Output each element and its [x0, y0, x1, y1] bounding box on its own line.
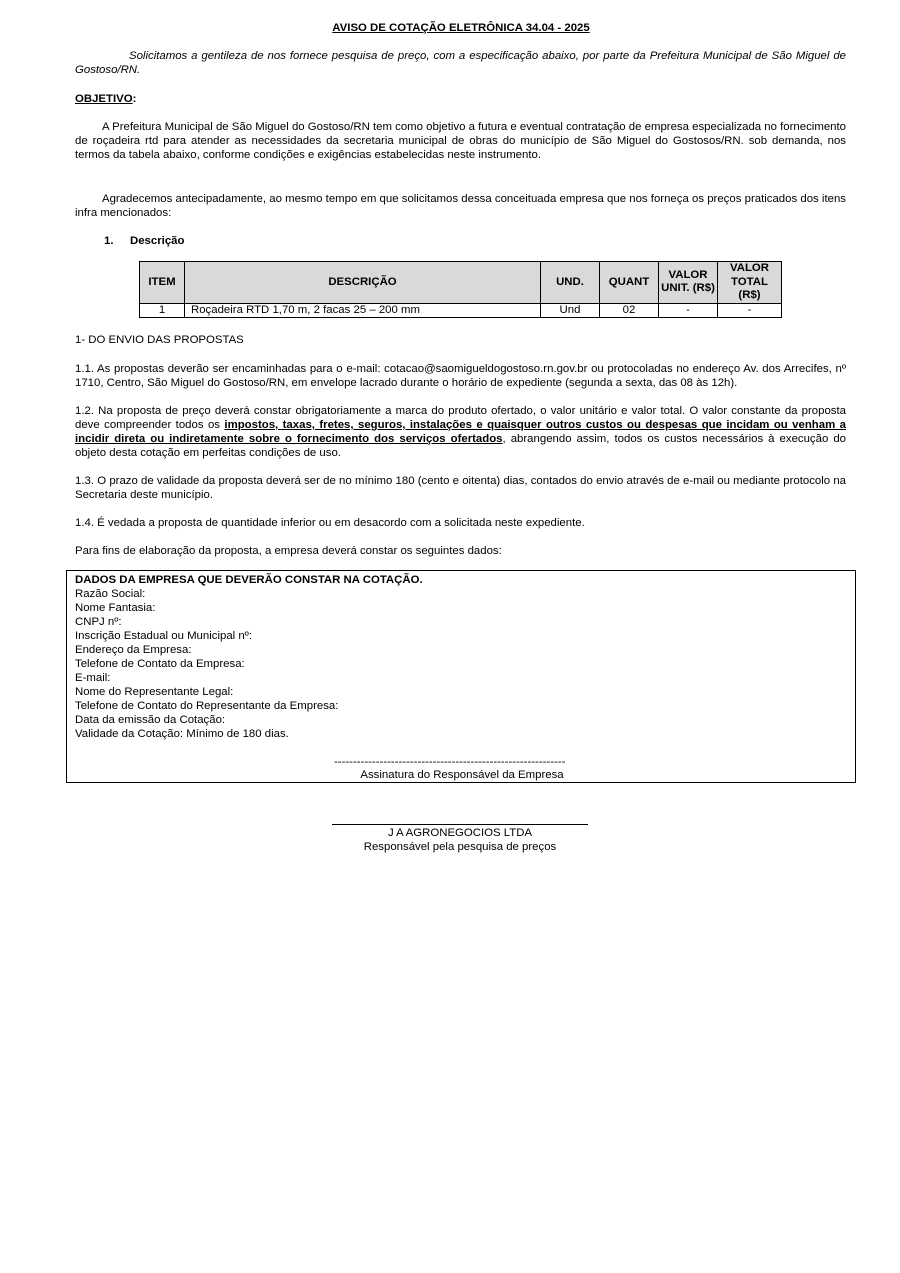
cell-item: 1 [140, 303, 185, 317]
company-field: CNPJ nº: [75, 616, 122, 628]
company-field: Razão Social: [75, 588, 146, 600]
envio-paragraph-1-2 [75, 404, 846, 460]
cell-valor-unit: - [659, 303, 718, 317]
company-field: Telefone de Contato do Representante da Empresa: [75, 700, 339, 712]
responsible-role: Responsável pela pesquisa de preços [363, 841, 557, 853]
agradecimento-paragraph: Agradecemos antecipadamente, ao mesmo tempo em que solicitamos dessa conceituada empresa que nos forneça os preços praticados dos itens infra mencionados: [75, 193, 846, 219]
company-signature-label: Assinatura do Responsável da Empresa [360, 769, 564, 781]
header-quant: QUANT [600, 262, 659, 304]
header-descricao: DESCRIÇÃO [185, 262, 541, 304]
responsible-signature-line [332, 824, 588, 825]
company-field: Validade da Cotação: Mínimo de 180 dias. [75, 728, 289, 740]
descricao-title: Descrição [130, 235, 185, 247]
cell-und: Und [541, 303, 600, 317]
objetivo-heading-colon: : [132, 93, 137, 105]
intro-paragraph: Solicitamos a gentileza de nos fornece pesquisa de preço, com a especificação abaixo, por parte da Prefeitura Municipal de São Miguel de Gostoso/RN. [75, 50, 846, 76]
responsible-signature-block [332, 826, 588, 854]
header-valor-total: VALOR TOTAL (R$) [718, 262, 782, 304]
header-item: ITEM [140, 262, 185, 304]
company-signature-dashes: ------------------------------------------------------------- [334, 756, 566, 768]
header-und: UND. [541, 262, 600, 304]
company-field: Nome do Representante Legal: [75, 686, 234, 698]
cell-descricao: Roçadeira RTD 1,70 m, 2 facas 25 – 200 mm [185, 303, 541, 317]
envio-paragraph-dados: Para fins de elaboração da proposta, a empresa deverá constar os seguintes dados: [75, 545, 502, 557]
envio-p2-start: 1.2. Na proposta de preço deverá constar obrigatoriamente a marca do produto ofertado, o valor unitário e valor total. O valor constante da proposta deve compreender todos os [75, 405, 846, 431]
company-field: Endereço da Empresa: [75, 644, 192, 656]
company-field: Telefone de Contato da Empresa: [75, 658, 245, 670]
objetivo-heading-text: OBJETIVO [75, 93, 133, 105]
envio-p2-end: , abrangendo assim, todos os custos necessários à execução do objeto desta cotação em perfeitas condições de uso. [75, 433, 846, 459]
company-field: Data da emissão da Cotação: [75, 714, 226, 726]
company-fields-list [75, 587, 338, 741]
objetivo-heading [75, 92, 136, 106]
cell-quant: 02 [600, 303, 659, 317]
company-box-title: DADOS DA EMPRESA QUE DEVERÃO CONSTAR NA COTAÇÃO. [75, 574, 423, 586]
header-valor-unit: VALOR UNIT. (R$) [659, 262, 718, 304]
cell-valor-total: - [718, 303, 782, 317]
descricao-heading [104, 234, 184, 248]
document-title: AVISO DE COTAÇÃO ELETRÔNICA 34.04 - 2025 [332, 22, 590, 34]
table-row [140, 303, 782, 317]
company-field: Inscrição Estadual ou Municipal nº: [75, 630, 253, 642]
company-field: E-mail: [75, 672, 111, 684]
company-field: Nome Fantasia: [75, 602, 156, 614]
objetivo-paragraph: A Prefeitura Municipal de São Miguel do Gostoso/RN tem como objetivo a futura e eventual contratação de empresa especializada no fornecimento de roçadeira rtd para atender as necessidades da secretaria municipal de obras do município de São Miguel do Gostosos/RN. sob demanda, nos termos da tabela abaixo, conforme condições e exigências estabelecidas neste instrumento. [75, 121, 846, 161]
envio-heading: 1- DO ENVIO DAS PROPOSTAS [75, 334, 244, 346]
items-table [139, 261, 782, 318]
descricao-number: 1. [104, 235, 114, 247]
envio-p2-bold: impostos, taxas, fretes, seguros, instalações e quaisquer outros custos ou despesas que incidam ou venham a incidir direta ou indiretamente sobre o fornecimento dos serviços ofertados [75, 419, 846, 445]
envio-paragraph-1-1: 1.1. As propostas deverão ser encaminhadas para o e-mail: cotacao@saomigueldogostoso.rn.gov.br ou protocoladas no endereço Av. dos Arrecifes, nº 1710, Centro, São Miguel do Gostoso/RN, em envelope lacrado durante o horário de expediente (segunda a sexta, das 08 às 12h). [75, 363, 846, 389]
company-data-box [66, 570, 856, 783]
table-header-row [140, 262, 782, 304]
envio-paragraph-1-3: 1.3. O prazo de validade da proposta deverá ser de no mínimo 180 (cento e oitenta) dias, contados do envio através de e-mail ou mediante protocolo na Secretaria deste município. [75, 475, 846, 501]
responsible-company-name: J A AGRONEGOCIOS LTDA [387, 827, 533, 839]
envio-paragraph-1-4: 1.4. É vedada a proposta de quantidade inferior ou em desacordo com a solicitada neste expediente. [75, 517, 585, 529]
